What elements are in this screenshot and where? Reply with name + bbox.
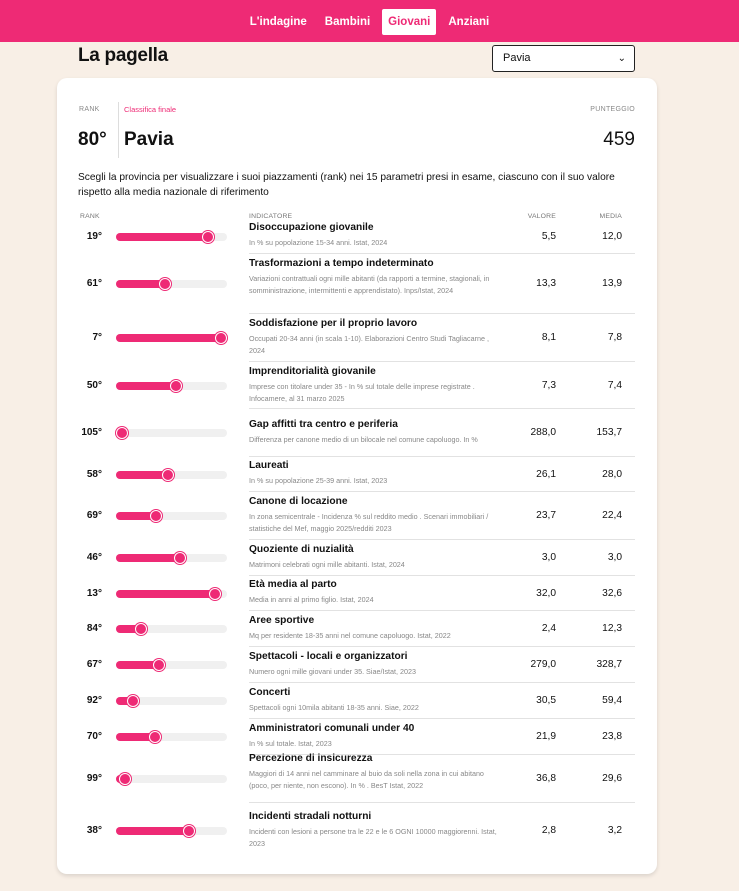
indicator-description: Numero ogni mille giovani under 35. Siae/Istat, 2023 xyxy=(249,667,417,676)
indicator-value: 21,9 xyxy=(536,731,556,742)
indicator-average: 28,0 xyxy=(602,468,622,480)
rank-marker xyxy=(116,427,128,439)
rank-marker xyxy=(149,731,161,743)
province-select[interactable] xyxy=(492,45,635,72)
rank-bar xyxy=(116,625,227,633)
indicator-average: 12,3 xyxy=(602,623,622,634)
indicator-title: Laureati xyxy=(249,460,289,471)
indicator-value: 288,0 xyxy=(530,427,556,438)
indicator-title: Spettacoli - locali e organizzatori xyxy=(249,651,408,662)
rank-marker xyxy=(209,588,221,600)
tab-anziani[interactable]: Anziani xyxy=(448,16,490,28)
indicator-value: 7,3 xyxy=(541,379,556,391)
indicator-title: Percezione di insicurezza xyxy=(249,753,373,764)
indicator-value: 5,5 xyxy=(541,230,556,242)
indicator-value: 2,8 xyxy=(541,824,556,836)
table-row xyxy=(57,362,657,409)
rank-marker xyxy=(135,623,147,635)
table-row xyxy=(57,492,657,540)
indicator-average: 7,4 xyxy=(607,379,622,391)
row-rank: 67° xyxy=(86,659,102,670)
classifica-label: Classifica finale xyxy=(124,105,177,114)
top-nav-bar xyxy=(0,0,739,42)
table-row xyxy=(57,409,657,457)
row-rank: 13° xyxy=(86,587,102,599)
header-indicator: INDICATORE xyxy=(249,213,293,220)
score-label: PUNTEGGIO xyxy=(590,106,635,113)
province-select-value: Pavia xyxy=(503,52,531,64)
rank-marker xyxy=(183,825,195,837)
table-row xyxy=(57,647,657,683)
indicator-average: 13,9 xyxy=(602,278,622,289)
indicator-title: Aree sportive xyxy=(249,615,315,626)
indicator-description: In zona semicentrale - Incidenza % sul reddito medio . Scenari immobiliari / statistiche del Mef, maggio 2025/redditi 2023 xyxy=(249,512,489,533)
indicator-description: Maggiori di 14 anni nel camminare al buio da soli nella zona in cui abitano (poco, per niente, non escono). In % . BesT Istat, 2022 xyxy=(249,769,484,790)
section-tabs xyxy=(0,9,739,35)
table-row xyxy=(57,254,657,314)
indicator-title: Amministratori comunali under 40 xyxy=(249,723,415,734)
row-rank: 58° xyxy=(86,468,102,480)
indicator-description: Occupati 20-34 anni (in scala 1-10). Elaborazioni Centro Studi Tagliacarne , 2024 xyxy=(249,334,489,355)
overall-score: 459 xyxy=(603,129,635,150)
row-rank: 19° xyxy=(86,230,102,242)
rank-bar-fill xyxy=(116,590,219,598)
indicator-description: In % su popolazione 25-39 anni. Istat, 2023 xyxy=(249,476,388,485)
indicator-value: 13,3 xyxy=(536,278,556,289)
table-row xyxy=(57,314,657,362)
rank-bar xyxy=(116,827,227,835)
indicator-average: 153,7 xyxy=(596,427,622,438)
rank-bar-fill xyxy=(116,827,193,835)
page-title: La pagella xyxy=(78,45,168,66)
chevron-down-icon: ⌄ xyxy=(617,53,626,64)
rank-marker xyxy=(153,659,165,671)
rank-bar xyxy=(116,733,227,741)
indicator-description: Incidenti con lesioni a persone tra le 22 e le 6 OGNI 10000 maggiorenni. Istat, 2023 xyxy=(249,827,497,848)
indicator-description: Spettacoli ogni 10mila abitanti 18-35 anni. Siae, 2022 xyxy=(249,703,419,712)
indicator-average: 12,0 xyxy=(602,230,622,242)
indicator-value: 26,1 xyxy=(536,468,556,480)
rank-marker xyxy=(119,773,131,785)
table-row xyxy=(57,611,657,647)
indicator-average: 22,4 xyxy=(602,510,622,521)
row-rank: 38° xyxy=(86,824,102,836)
indicator-average: 328,7 xyxy=(596,659,622,670)
rank-bar xyxy=(116,233,227,241)
rank-bar xyxy=(116,697,227,705)
indicator-title: Canone di locazione xyxy=(249,496,348,507)
intro-text: Scegli la provincia per visualizzare i suoi piazzamenti (rank) nei 15 parametri presi in esame, ciascuno con il suo valore rispetto alla media nazionale di riferimento xyxy=(78,172,615,198)
indicator-average: 23,8 xyxy=(602,731,622,742)
rank-marker xyxy=(174,552,186,564)
indicator-value: 36,8 xyxy=(536,773,556,784)
row-rank: 46° xyxy=(86,552,102,563)
rank-bar xyxy=(116,280,227,288)
indicator-title: Soddisfazione per il proprio lavoro xyxy=(249,318,418,329)
indicator-value: 32,0 xyxy=(536,587,556,599)
table-row xyxy=(57,540,657,576)
indicator-title: Gap affitti tra centro e periferia xyxy=(249,419,398,430)
indicator-value: 3,0 xyxy=(541,552,556,563)
indicator-value: 279,0 xyxy=(530,659,556,670)
row-rank: 84° xyxy=(86,623,102,634)
row-rank: 105° xyxy=(81,427,102,438)
indicator-average: 7,8 xyxy=(607,332,622,343)
indicator-title: Trasformazioni a tempo indeterminato xyxy=(249,258,434,269)
tab-lindagine[interactable]: L'indagine xyxy=(249,16,307,28)
indicator-value: 2,4 xyxy=(541,623,556,634)
row-rank: 7° xyxy=(92,332,102,343)
indicator-average: 32,6 xyxy=(602,587,622,599)
indicator-title: Incidenti stradali notturni xyxy=(249,811,372,822)
table-row xyxy=(57,803,657,858)
row-rank: 70° xyxy=(86,731,102,742)
rank-bar xyxy=(116,590,227,598)
indicator-description: Differenza per canone medio di un bilocale nel comune capoluogo. In % xyxy=(249,435,478,444)
rank-bar xyxy=(116,554,227,562)
indicator-value: 30,5 xyxy=(536,695,556,706)
table-row xyxy=(57,683,657,719)
province-name: Pavia xyxy=(124,129,174,150)
row-rank: 69° xyxy=(86,510,102,521)
rank-marker xyxy=(159,278,171,290)
indicator-description: Imprese con titolare under 35 - In % sul totale delle imprese registrate . Infocamere, al 31 marzo 2025 xyxy=(249,382,475,403)
table-row xyxy=(57,457,657,492)
rank-marker xyxy=(162,469,174,481)
table-row xyxy=(57,755,657,803)
indicator-average: 59,4 xyxy=(602,695,622,706)
header-rank: RANK xyxy=(80,213,100,220)
rank-marker xyxy=(215,332,227,344)
indicator-description: Mq per residente 18-35 anni nel comune capoluogo. Istat, 2022 xyxy=(249,631,451,640)
rank-bar xyxy=(116,429,227,437)
indicator-average: 29,6 xyxy=(602,773,622,784)
row-rank: 61° xyxy=(86,278,102,289)
indicator-description: In % sul totale. Istat, 2023 xyxy=(249,739,332,748)
indicator-average: 3,0 xyxy=(607,552,622,563)
table-row xyxy=(57,576,657,611)
rank-bar-fill xyxy=(116,334,225,342)
indicator-title: Disoccupazione giovanile xyxy=(249,222,374,233)
indicator-value: 8,1 xyxy=(541,332,556,343)
indicator-value: 23,7 xyxy=(536,510,556,521)
header-average: MEDIA xyxy=(599,213,622,220)
divider xyxy=(118,102,119,158)
rank-marker xyxy=(170,380,182,392)
indicator-description: In % su popolazione 15-34 anni. Istat, 2024 xyxy=(249,238,388,247)
rank-marker xyxy=(127,695,139,707)
table-row xyxy=(57,219,657,254)
table-row xyxy=(57,719,657,755)
rank-marker xyxy=(150,510,162,522)
rank-bar xyxy=(116,471,227,479)
rank-marker xyxy=(202,231,214,243)
indicator-description: Variazioni contrattuali ogni mille abitanti (da rapporti a termine, stagionali, in somministrazione, intermittenti e apprendistato). Inps/Istat, 2024 xyxy=(249,274,490,295)
rank-bar xyxy=(116,382,227,390)
rank-bar xyxy=(116,512,227,520)
rank-bar xyxy=(116,775,227,783)
rank-bar xyxy=(116,334,227,342)
overall-rank: 80° xyxy=(78,129,107,150)
tab-giovani[interactable]: Giovani xyxy=(382,9,436,35)
indicator-description: Matrimoni celebrati ogni mille abitanti. Istat, 2024 xyxy=(249,560,405,569)
row-rank: 99° xyxy=(86,773,102,784)
rank-bar xyxy=(116,661,227,669)
tab-bambini[interactable]: Bambini xyxy=(324,16,371,28)
indicator-title: Quoziente di nuzialità xyxy=(249,544,354,555)
header-value: VALORE xyxy=(527,213,556,220)
indicator-title: Imprenditorialità giovanile xyxy=(249,366,376,377)
row-rank: 50° xyxy=(86,379,102,391)
indicator-description: Media in anni al primo figlio. Istat, 2024 xyxy=(249,595,374,604)
indicator-title: Età media al parto xyxy=(249,579,337,590)
rank-bar-fill xyxy=(116,233,212,241)
indicator-title: Concerti xyxy=(249,687,291,698)
report-card xyxy=(57,78,657,874)
indicator-average: 3,2 xyxy=(607,824,622,836)
row-rank: 92° xyxy=(86,695,102,706)
rank-label: RANK xyxy=(79,106,100,113)
